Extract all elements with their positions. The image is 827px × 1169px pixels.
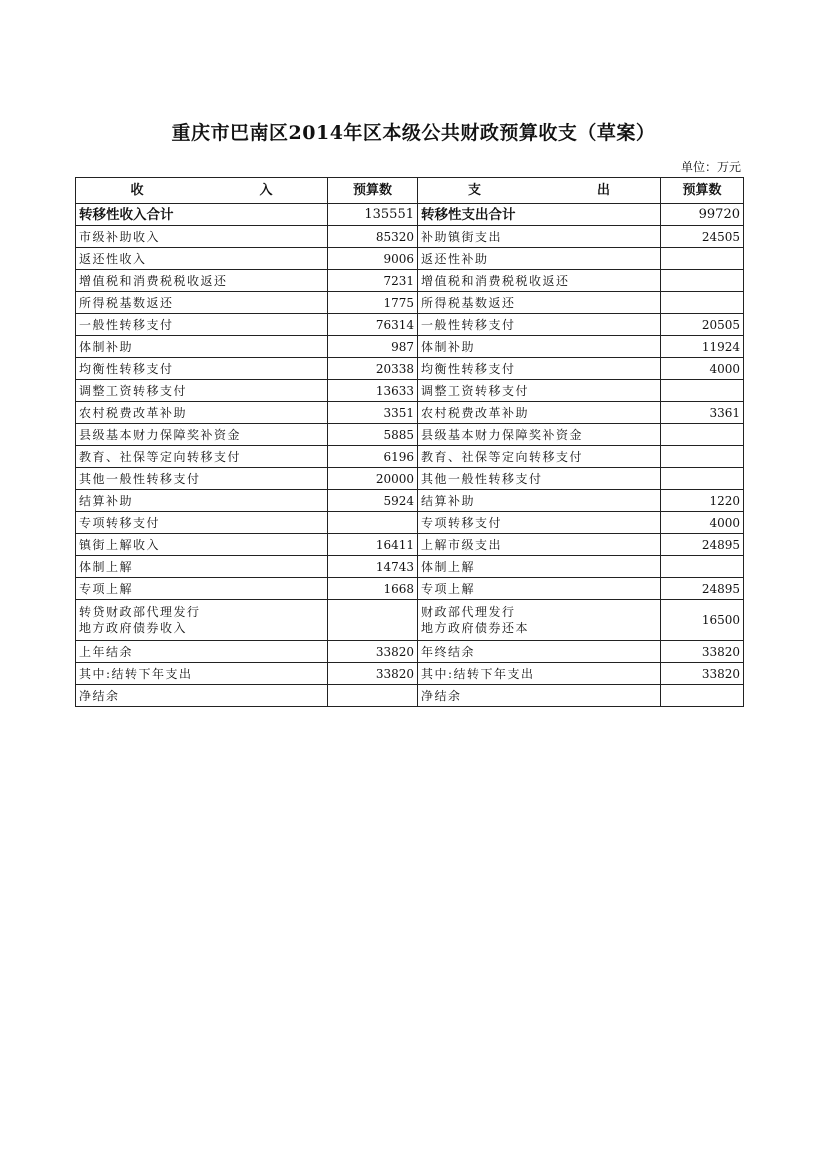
income-amount: 20338 bbox=[328, 358, 418, 380]
expense-amount bbox=[661, 556, 744, 578]
expense-amount: 24895 bbox=[661, 578, 744, 600]
document-title: 重庆市巴南区2014年区本级公共财政预算收支（草案） bbox=[171, 122, 656, 144]
income-item: 均衡性转移支付 bbox=[76, 358, 328, 380]
income-amount: 76314 bbox=[328, 314, 418, 336]
table-row bbox=[76, 336, 744, 358]
income-item: 转移性收入合计 bbox=[76, 204, 328, 226]
table-row bbox=[76, 468, 744, 490]
expense-item: 其中:结转下年支出 bbox=[418, 663, 661, 685]
expense-item-line: 财政部代理发行 bbox=[421, 605, 516, 619]
income-amount: 13633 bbox=[328, 380, 418, 402]
header-expense: 支 出 bbox=[418, 178, 661, 204]
expense-item: 县级基本财力保障奖补资金 bbox=[418, 424, 661, 446]
income-amount: 135551 bbox=[328, 204, 418, 226]
budget-table bbox=[75, 177, 744, 707]
income-item: 所得税基数返还 bbox=[76, 292, 328, 314]
expense-amount bbox=[661, 248, 744, 270]
income-amount: 5885 bbox=[328, 424, 418, 446]
expense-amount bbox=[661, 424, 744, 446]
table-row bbox=[76, 512, 744, 534]
table-row bbox=[76, 314, 744, 336]
table-row bbox=[76, 600, 744, 641]
table-row bbox=[76, 226, 744, 248]
expense-amount: 20505 bbox=[661, 314, 744, 336]
expense-item: 其他一般性转移支付 bbox=[418, 468, 661, 490]
income-item: 其中:结转下年支出 bbox=[76, 663, 328, 685]
expense-item: 专项上解 bbox=[418, 578, 661, 600]
expense-item: 补助镇街支出 bbox=[418, 226, 661, 248]
table-row bbox=[76, 270, 744, 292]
expense-amount: 33820 bbox=[661, 663, 744, 685]
table-row bbox=[76, 578, 744, 600]
expense-item: 调整工资转移支付 bbox=[418, 380, 661, 402]
expense-item: 净结余 bbox=[418, 685, 661, 707]
income-item: 教育、社保等定向转移支付 bbox=[76, 446, 328, 468]
expense-amount bbox=[661, 292, 744, 314]
table-row bbox=[76, 248, 744, 270]
income-item: 农村税费改革补助 bbox=[76, 402, 328, 424]
income-item-line: 地方政府债券收入 bbox=[79, 621, 188, 635]
expense-item: 增值税和消费税税收返还 bbox=[418, 270, 661, 292]
expense-item: 均衡性转移支付 bbox=[418, 358, 661, 380]
expense-item: 体制补助 bbox=[418, 336, 661, 358]
expense-amount bbox=[661, 446, 744, 468]
income-item: 调整工资转移支付 bbox=[76, 380, 328, 402]
table-row bbox=[76, 490, 744, 512]
expense-amount: 3361 bbox=[661, 402, 744, 424]
expense-amount: 4000 bbox=[661, 512, 744, 534]
income-item: 专项转移支付 bbox=[76, 512, 328, 534]
income-amount: 20000 bbox=[328, 468, 418, 490]
header-expense-amount: 预算数 bbox=[661, 178, 744, 204]
income-item: 返还性收入 bbox=[76, 248, 328, 270]
income-item: 县级基本财力保障奖补资金 bbox=[76, 424, 328, 446]
expense-item: 一般性转移支付 bbox=[418, 314, 661, 336]
income-amount: 1668 bbox=[328, 578, 418, 600]
expense-item: 转移性支出合计 bbox=[418, 204, 661, 226]
income-amount: 85320 bbox=[328, 226, 418, 248]
expense-item: 体制上解 bbox=[418, 556, 661, 578]
expense-item: 返还性补助 bbox=[418, 248, 661, 270]
header-income-amount: 预算数 bbox=[328, 178, 418, 204]
income-item: 净结余 bbox=[76, 685, 328, 707]
expense-amount: 11924 bbox=[661, 336, 744, 358]
income-amount bbox=[328, 685, 418, 707]
expense-item: 年终结余 bbox=[418, 641, 661, 663]
table-row bbox=[76, 641, 744, 663]
income-amount: 987 bbox=[328, 336, 418, 358]
income-amount: 16411 bbox=[328, 534, 418, 556]
income-amount: 3351 bbox=[328, 402, 418, 424]
expense-amount bbox=[661, 380, 744, 402]
income-item: 体制补助 bbox=[76, 336, 328, 358]
income-amount: 33820 bbox=[328, 663, 418, 685]
expense-item: 结算补助 bbox=[418, 490, 661, 512]
income-item bbox=[76, 600, 328, 641]
expense-amount: 4000 bbox=[661, 358, 744, 380]
income-item: 其他一般性转移支付 bbox=[76, 468, 328, 490]
income-amount: 14743 bbox=[328, 556, 418, 578]
expense-amount: 99720 bbox=[661, 204, 744, 226]
table-row bbox=[76, 292, 744, 314]
expense-amount: 24505 bbox=[661, 226, 744, 248]
table-row bbox=[76, 685, 744, 707]
income-amount bbox=[328, 512, 418, 534]
income-amount: 9006 bbox=[328, 248, 418, 270]
table-row bbox=[76, 663, 744, 685]
income-item: 一般性转移支付 bbox=[76, 314, 328, 336]
expense-item bbox=[418, 600, 661, 641]
income-item: 增值税和消费税税收返还 bbox=[76, 270, 328, 292]
expense-item: 所得税基数返还 bbox=[418, 292, 661, 314]
income-amount: 7231 bbox=[328, 270, 418, 292]
expense-item: 农村税费改革补助 bbox=[418, 402, 661, 424]
expense-amount: 24895 bbox=[661, 534, 744, 556]
income-amount: 1775 bbox=[328, 292, 418, 314]
income-item: 镇街上解收入 bbox=[76, 534, 328, 556]
table-header-row bbox=[76, 178, 744, 204]
income-amount: 5924 bbox=[328, 490, 418, 512]
expense-item: 上解市级支出 bbox=[418, 534, 661, 556]
table-row bbox=[76, 380, 744, 402]
table-row bbox=[76, 358, 744, 380]
unit-label: 单位：万元 bbox=[680, 160, 741, 174]
table-row bbox=[76, 534, 744, 556]
table-row bbox=[76, 204, 744, 226]
income-amount: 6196 bbox=[328, 446, 418, 468]
income-item: 体制上解 bbox=[76, 556, 328, 578]
header-income: 收 入 bbox=[76, 178, 328, 204]
expense-amount bbox=[661, 468, 744, 490]
expense-amount bbox=[661, 270, 744, 292]
table-row bbox=[76, 446, 744, 468]
income-item: 市级补助收入 bbox=[76, 226, 328, 248]
expense-amount: 16500 bbox=[661, 600, 744, 641]
table-row bbox=[76, 402, 744, 424]
expense-item: 教育、社保等定向转移支付 bbox=[418, 446, 661, 468]
table-row bbox=[76, 424, 744, 446]
income-item: 结算补助 bbox=[76, 490, 328, 512]
income-amount: 33820 bbox=[328, 641, 418, 663]
expense-amount: 33820 bbox=[661, 641, 744, 663]
expense-item-line: 地方政府债券还本 bbox=[421, 621, 530, 635]
expense-item: 专项转移支付 bbox=[418, 512, 661, 534]
expense-amount bbox=[661, 685, 744, 707]
income-item: 上年结余 bbox=[76, 641, 328, 663]
income-item-line: 转贷财政部代理发行 bbox=[79, 605, 201, 619]
income-item: 专项上解 bbox=[76, 578, 328, 600]
income-amount bbox=[328, 600, 418, 641]
table-row bbox=[76, 556, 744, 578]
expense-amount: 1220 bbox=[661, 490, 744, 512]
